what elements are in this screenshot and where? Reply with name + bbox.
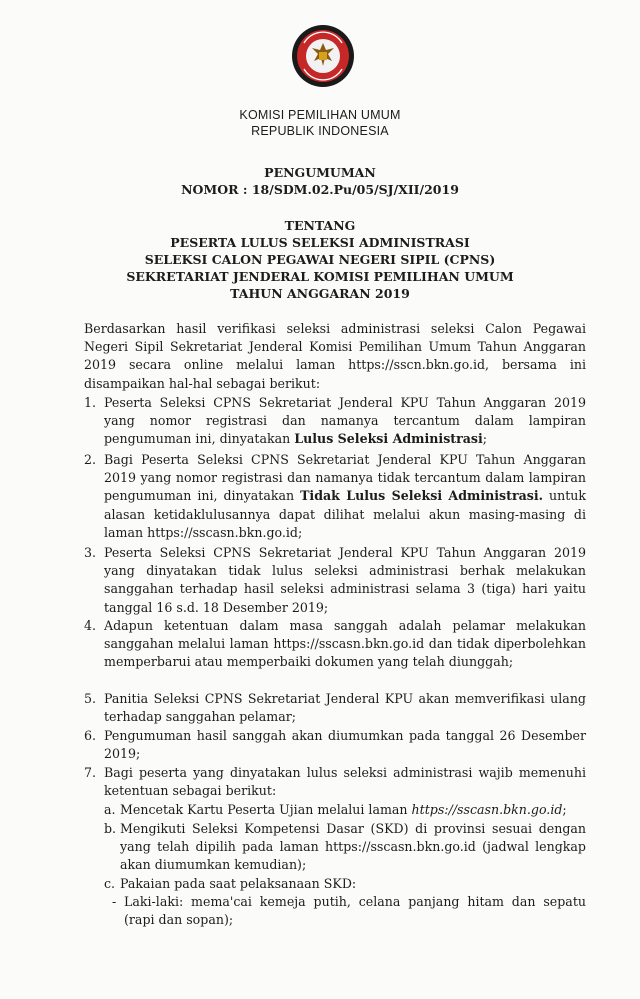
item-number: 7.	[84, 765, 97, 780]
list-item: Bagi peserta yang dinyatakan lulus seleksi administrasi wajib memenuhi ketentuan sebagai berikut:	[104, 765, 586, 799]
subitem-label: c.	[104, 876, 116, 891]
item-bold: Lulus Seleksi Administrasi	[294, 431, 483, 447]
item-text: Peserta Seleksi CPNS Sekretariat Jenderal KPU Tahun Anggaran 2019 yang nomor registrasi dan namanya tercantum dalam lampiran pengumuman ini, dinyatakan	[104, 395, 586, 447]
subitem: Pakaian pada saat pelaksanaan SKD:	[120, 876, 357, 891]
subitem-label: b.	[104, 821, 117, 836]
subject-line-4: TAHUN ANGGARAN 2019	[230, 286, 410, 301]
subject-line-3: SEKRETARIAT JENDERAL KOMISI PEMILIHAN UMUM	[126, 269, 514, 284]
list-item	[104, 451, 586, 542]
list-item: Panitia Seleksi CPNS Sekretariat Jenderal KPU akan memverifikasi ulang terhadap sanggahan pelamar;	[104, 691, 586, 725]
item-text: Bagi Peserta Seleksi CPNS Sekretariat Jenderal KPU Tahun Anggaran 2019 yang nomor registrasi dan namanya tidak tercantum dalam lampiran pengumuman ini, dinyatakan	[104, 452, 586, 504]
subject-line-2: SELEKSI CALON PEGAWAI NEGERI SIPIL (CPNS)	[144, 252, 496, 267]
list-item	[104, 394, 586, 449]
list-item: Peserta Seleksi CPNS Sekretariat Jenderal KPU Tahun Anggaran 2019 yang dinyatakan tidak lulus seleksi administrasi berhak melakukan sanggahan terhadap hasil seleksi administrasi selama 3 (tiga) hari yaitu tanggal 16 s.d. 18 Desember 2019;	[104, 545, 586, 615]
item-after: untuk alasan ketidaklulusannya dapat dilihat melalui akun masing-masing di laman https://sscasn.bkn.go.id;	[104, 488, 586, 540]
intro-paragraph: Berdasarkan hasil verifikasi seleksi administrasi seleksi Calon Pegawai Negeri Sipil Sekretariat Jenderal Komisi Pemilihan Umum Tahun Anggaran 2019 secara online melalui laman https://sscn.bkn.go.id, bersama ini disampaikan hal-hal sebagai berikut:	[84, 321, 586, 391]
item-number: 2.	[84, 452, 97, 467]
bullet-label: -	[112, 894, 117, 909]
announcement-about: TENTANG	[284, 218, 356, 233]
item-number: 3.	[84, 545, 97, 560]
org-name-line2: REPUBLIK INDONESIA	[251, 124, 389, 138]
org-name-line1: KOMISI PEMILIHAN UMUM	[239, 108, 401, 122]
subitem-link: https://sscasn.bkn.go.id	[411, 802, 563, 817]
bullet-item: Laki-laki: mema'cai kemeja putih, celana panjang hitam dan sepatu (rapi dan sopan);	[124, 894, 586, 928]
item-number: 1.	[84, 395, 97, 410]
list-item: Adapun ketentuan dalam masa sanggah adalah pelamar melakukan sanggahan melalui laman https://sscasn.bkn.go.id dan tidak diperbolehkan memperbarui atau memperbaiki dokumen yang telah diunggah;	[104, 618, 586, 670]
announcement-number: NOMOR : 18/SDM.02.Pu/05/SJ/XII/2019	[181, 182, 459, 197]
subject-line-1: PESERTA LULUS SELEKSI ADMINISTRASI	[170, 235, 470, 250]
item-number: 6.	[84, 728, 97, 743]
subitem	[120, 801, 586, 819]
item-after: ;	[482, 431, 488, 447]
subitem-label: a.	[104, 802, 116, 817]
announcement-title: PENGUMUMAN	[264, 165, 376, 180]
item-number: 4.	[84, 618, 97, 633]
subitem-text: Mencetak Kartu Peserta Ujian melalui laman	[120, 802, 412, 817]
kpu-garuda-seal-icon	[290, 23, 356, 89]
item-number: 5.	[84, 691, 97, 706]
item-bold: Tidak Lulus Seleksi Administrasi.	[300, 488, 544, 504]
subitem: Mengikuti Seleksi Kompetensi Dasar (SKD) di provinsi sesuai dengan yang telah dipilih pada laman https://sscasn.bkn.go.id (jadwal lengkap akan diumumkan kemudian);	[120, 821, 586, 873]
list-item: Pengumuman hasil sanggah akan diumumkan pada tanggal 26 Desember 2019;	[104, 728, 586, 762]
subitem-after: ;	[562, 802, 567, 817]
